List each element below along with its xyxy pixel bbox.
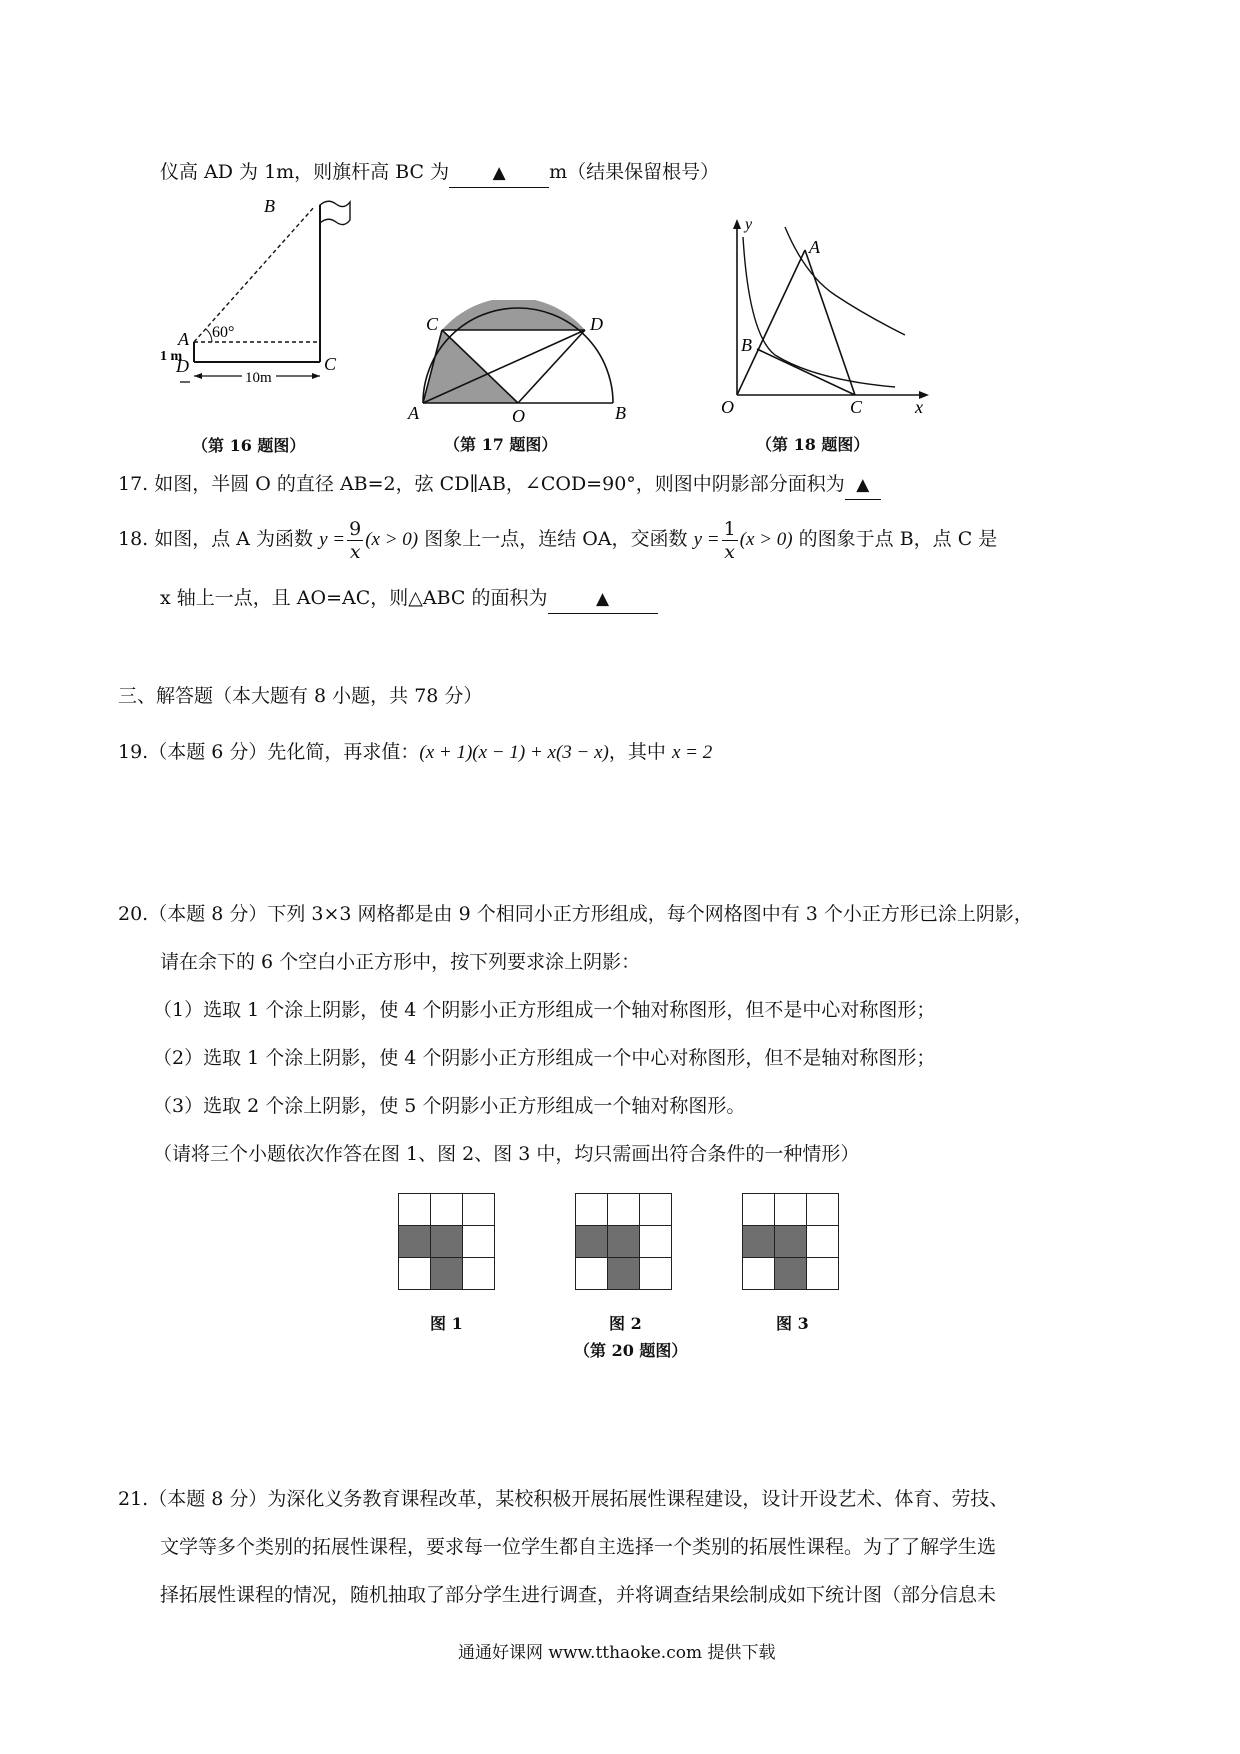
grid-3-label: 图 3: [776, 1314, 809, 1333]
fig16-label-D: D: [176, 356, 189, 376]
q19-tail: ，其中: [608, 741, 666, 763]
grid-cell[interactable]: [430, 1193, 463, 1226]
grid-cell[interactable]: [639, 1225, 672, 1258]
fig16-length: 10m: [245, 370, 272, 386]
figure-16: [160, 190, 360, 400]
q19-condition: x = 2: [671, 742, 713, 763]
q18-answer-blank: ▲: [548, 584, 658, 614]
page-footer: 通通好课网 www.tthaoke.com 提供下载: [458, 1643, 776, 1663]
grid-cell[interactable]: [607, 1225, 640, 1258]
grid-cell[interactable]: [398, 1193, 431, 1226]
q16-tail-text: 仪高 AD 为 1m，则旗杆高 BC 为: [160, 161, 450, 183]
grid-cell[interactable]: [430, 1257, 463, 1290]
q18-suffix: 的图象于点 B，点 C 是: [798, 528, 998, 550]
grid-cell[interactable]: [398, 1257, 431, 1290]
grid-2-label: 图 2: [609, 1314, 642, 1333]
grid-1-label: 图 1: [430, 1314, 463, 1333]
fig18-label-x: x: [915, 397, 923, 415]
q18-func2-fraction: $\frac{1}{x}$: [723, 517, 736, 563]
q18-func1-cond: (x > 0): [365, 529, 419, 550]
grid-cell[interactable]: [462, 1225, 495, 1258]
q20-item-3: （3）选取 2 个涂上阴影，使 5 个阴影小正方形组成一个轴对称图形。: [153, 1095, 746, 1117]
q18-line-2: [160, 584, 658, 614]
q20-note: （请将三个小题依次作答在图 1、图 2、图 3 中，均只需画出符合条件的一种情形）: [153, 1143, 860, 1165]
fig16-label-A: A: [178, 329, 189, 349]
q18-mid: 图象上一点，连结 OA，交函数: [424, 528, 688, 550]
grid-cell[interactable]: [742, 1257, 775, 1290]
figure-17: [400, 300, 650, 425]
fig17-label-O: O: [512, 406, 525, 425]
fig16-label-C: C: [324, 354, 337, 374]
grid-cell[interactable]: [774, 1225, 807, 1258]
grid-cell[interactable]: [430, 1225, 463, 1258]
q16-tail-line: [160, 158, 719, 188]
grid-2: [575, 1193, 674, 1292]
grid-cell[interactable]: [607, 1257, 640, 1290]
q18-func2-cond: (x > 0): [739, 529, 793, 550]
grid-cell[interactable]: [398, 1225, 431, 1258]
fig17-label-A: A: [408, 403, 419, 423]
grid-3: [742, 1193, 841, 1292]
fig18-label-y: y: [745, 216, 753, 233]
q17-answer-blank: ▲: [845, 470, 881, 500]
grid-cell[interactable]: [607, 1193, 640, 1226]
fig17-caption: （第 17 题图）: [444, 435, 558, 454]
section-3-heading: 三、解答题（本大题有 8 小题，共 78 分）: [118, 685, 483, 707]
q16-answer-blank: ▲: [449, 158, 549, 188]
q19-line: [118, 738, 712, 767]
q19-expression: (x + 1)(x − 1) + x(3 − x): [419, 742, 609, 763]
grid-1: [398, 1193, 497, 1292]
grid-cell[interactable]: [742, 1193, 775, 1226]
fig18-caption: （第 18 题图）: [756, 435, 870, 454]
grid-cell[interactable]: [806, 1225, 839, 1258]
fig20-caption: （第 20 题图）: [574, 1341, 688, 1360]
grid-cell[interactable]: [742, 1225, 775, 1258]
q18-line2-text: x 轴上一点，且 AO=AC，则△ABC 的面积为: [160, 587, 548, 609]
figure-18: [715, 215, 945, 415]
q19-text: 19.（本题 6 分）先化简，再求值：: [118, 741, 420, 763]
grid-cell[interactable]: [462, 1257, 495, 1290]
q21-line-3: 择拓展性课程的情况，随机抽取了部分学生进行调查，并将调查结果绘制成如下统计图（部分信息未: [160, 1584, 997, 1606]
grid-cell[interactable]: [806, 1257, 839, 1290]
fig18-label-C: C: [850, 397, 863, 415]
grid-cell[interactable]: [639, 1257, 672, 1290]
q16-tail-suffix: m（结果保留根号）: [549, 161, 720, 183]
grid-cell[interactable]: [774, 1257, 807, 1290]
fig17-label-C: C: [426, 314, 439, 334]
fig16-label-B: B: [264, 196, 275, 216]
fig18-label-B: B: [741, 335, 752, 355]
fig16-angle: 60°: [212, 324, 235, 341]
grid-cell[interactable]: [774, 1193, 807, 1226]
q17-text: 17. 如图，半圆 O 的直径 AB=2，弦 CD∥AB，∠COD=90°，则图中阴影部分面积为: [118, 473, 845, 495]
q20-item-1: （1）选取 1 个涂上阴影，使 4 个阴影小正方形组成一个轴对称图形，但不是中心对称图形；: [153, 999, 936, 1021]
fig18-label-A: A: [809, 237, 820, 257]
fig17-label-D: D: [590, 314, 603, 334]
grid-cell[interactable]: [462, 1193, 495, 1226]
q18-line-1: [118, 515, 997, 564]
fig16-height: 1 m: [160, 349, 183, 364]
grid-cell[interactable]: [575, 1257, 608, 1290]
q20-line-1: 20.（本题 8 分）下列 3×3 网格都是由 9 个相同小正方形组成，每个网格图中有 3 个小正方形已涂上阴影，: [118, 903, 1033, 925]
q20-line-2: 请在余下的 6 个空白小正方形中，按下列要求涂上阴影：: [160, 951, 641, 973]
q21-line-1: 21.（本题 8 分）为深化义务教育课程改革，某校积极开展拓展性课程建设，设计开设艺术、体育、劳技、: [118, 1488, 1009, 1510]
grid-cell[interactable]: [575, 1193, 608, 1226]
grid-cell[interactable]: [806, 1193, 839, 1226]
q21-line-2: 文学等多个类别的拓展性课程，要求每一位学生都自主选择一个类别的拓展性课程。为了了解学生选: [160, 1536, 997, 1558]
q18-func2-lhs: y =: [693, 529, 720, 550]
grid-cell[interactable]: [639, 1193, 672, 1226]
q18-func1-lhs: y =: [319, 529, 346, 550]
grid-cell[interactable]: [575, 1225, 608, 1258]
q18-func1-fraction: $\frac{9}{x}$: [349, 517, 362, 563]
q20-item-2: （2）选取 1 个涂上阴影，使 4 个阴影小正方形组成一个中心对称图形，但不是轴对称图形；: [153, 1047, 936, 1069]
fig18-label-O: O: [721, 397, 734, 415]
fig16-caption: （第 16 题图）: [192, 436, 306, 455]
q18-prefix: 18. 如图，点 A 为函数: [118, 528, 314, 550]
q17-line: [118, 470, 881, 500]
fig17-label-B: B: [615, 403, 626, 423]
